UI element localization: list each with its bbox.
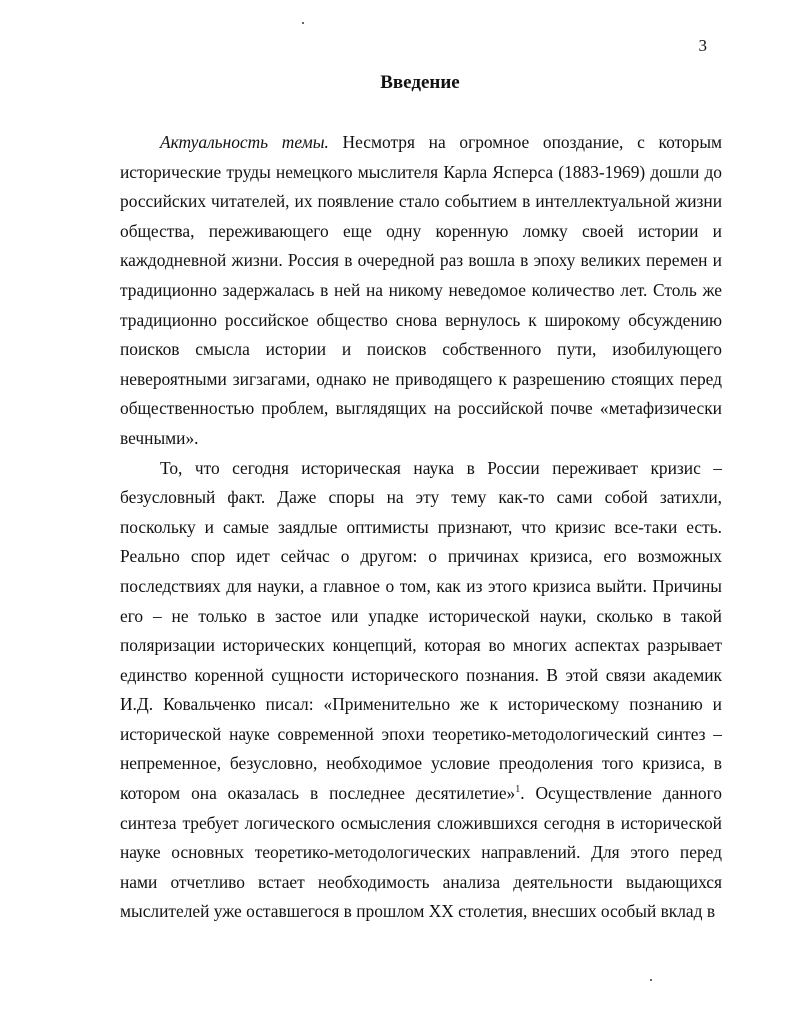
body-text bbox=[120, 128, 722, 927]
paragraph-lead-italic: Актуальность темы. bbox=[160, 132, 329, 152]
paragraph-body: То, что сегодня историческая наука в России переживает кризис – безусловный факт. Даже споры на эту тему как-то сами собой затихли, поскольку и самые заядлые оптимисты признают, что кризис все-таки есть. Реально спор идет сейчас о другом: о причинах кризиса, его возможных последствиях для науки, а главное о том, как из этого кризиса выйти. Причины его – не только в застое или упадке исторической науки, сколько в такой поляризации исторических концепций, которая во многих аспектах разрывает единство коренной сущности исторического познания. В этой связи академик И.Д. Ковальченко писал: «Применительно же к историческому познанию и исторической науке современной эпохи теоретико-методологический синтез – непременное, безусловно, необходимое условие преодоления того кризиса, в котором она оказалась в последнее десятилетие» bbox=[120, 457, 722, 804]
section-heading: Введение bbox=[380, 72, 460, 93]
footnote-reference[interactable]: 1 bbox=[515, 784, 521, 796]
paragraph-body-continued: . Осуществление данного синтеза требует логического осмысления сложившихся сегодня в исторической науке основных теоретико-методологических направлений. Для этого перед нами отчетливо встает необходимость анализа деятельности выдающихся мыслителей уже оставшегося в прошлом XX столетия, внесших особый вклад в bbox=[120, 783, 722, 922]
paragraph-body: Несмотря на огромное опоздание, с которым исторические труды немецкого мыслителя Карла Ясперса (1883-1969) дошли до российских читателей, их появление стало событием в интеллектуальной жизни общества, переживающего еще одну коренную ломку своей истории и каждодневной жизни. Россия в очередной раз вошла в эпоху великих перемен и традиционно задержалась в ней на никому неведомое количество лет. Столь же традиционно российское общество снова вернулось к широкому обсуждению поисков смысла истории и поисков собственного пути, изобилующего невероятными зигзагами, однако не приводящего к разрешению стоящих перед общественностью проблем, выглядящих на российской почве «метафизически вечными». bbox=[120, 132, 723, 448]
paragraph-relevance bbox=[120, 128, 722, 454]
scan-speck bbox=[650, 979, 652, 981]
page-number: 3 bbox=[698, 36, 707, 55]
scan-speck bbox=[302, 22, 304, 24]
paragraph-crisis bbox=[120, 454, 722, 928]
